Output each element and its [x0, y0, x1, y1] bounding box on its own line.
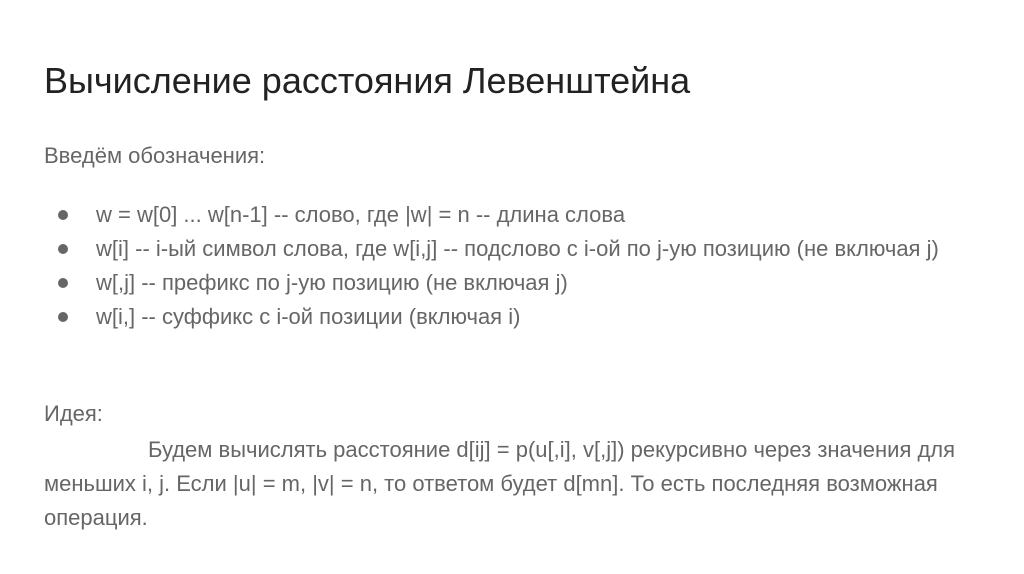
bullet-icon — [58, 312, 68, 322]
notation-list — [44, 198, 974, 334]
list-item-text: w = w[0] ... w[n-1] -- слово, где |w| = n -- длина слова — [96, 202, 626, 227]
idea-paragraph: Будем вычислять расстояние d[ij] = p(u[,i], v[,j]) рекурсивно через значения для меньших i, j. Если |u| = m, |v| = n, то ответом будет d[mn]. То есть последняя возможная операция. — [44, 437, 956, 530]
list-item — [44, 232, 974, 266]
slide-title: Вычисление расстояния Левенштейна — [44, 60, 691, 101]
bullet-icon — [58, 244, 68, 254]
idea-label: Идея: — [44, 401, 103, 426]
list-item-text: w[,j] -- префикс по j-ую позицию (не включая j) — [96, 270, 568, 295]
bullet-icon — [58, 210, 68, 220]
intro-text: Введём обозначения: — [44, 143, 266, 168]
list-item — [44, 300, 974, 334]
list-item-text: w[i] -- i-ый символ слова, где w[i,j] -- подслово с i-ой по j-ую позицию (не включая j) — [96, 236, 939, 261]
list-item — [44, 198, 974, 232]
bullet-icon — [58, 278, 68, 288]
list-item — [44, 266, 974, 300]
list-item-text: w[i,] -- суффикс с i-ой позиции (включая i) — [96, 304, 521, 329]
